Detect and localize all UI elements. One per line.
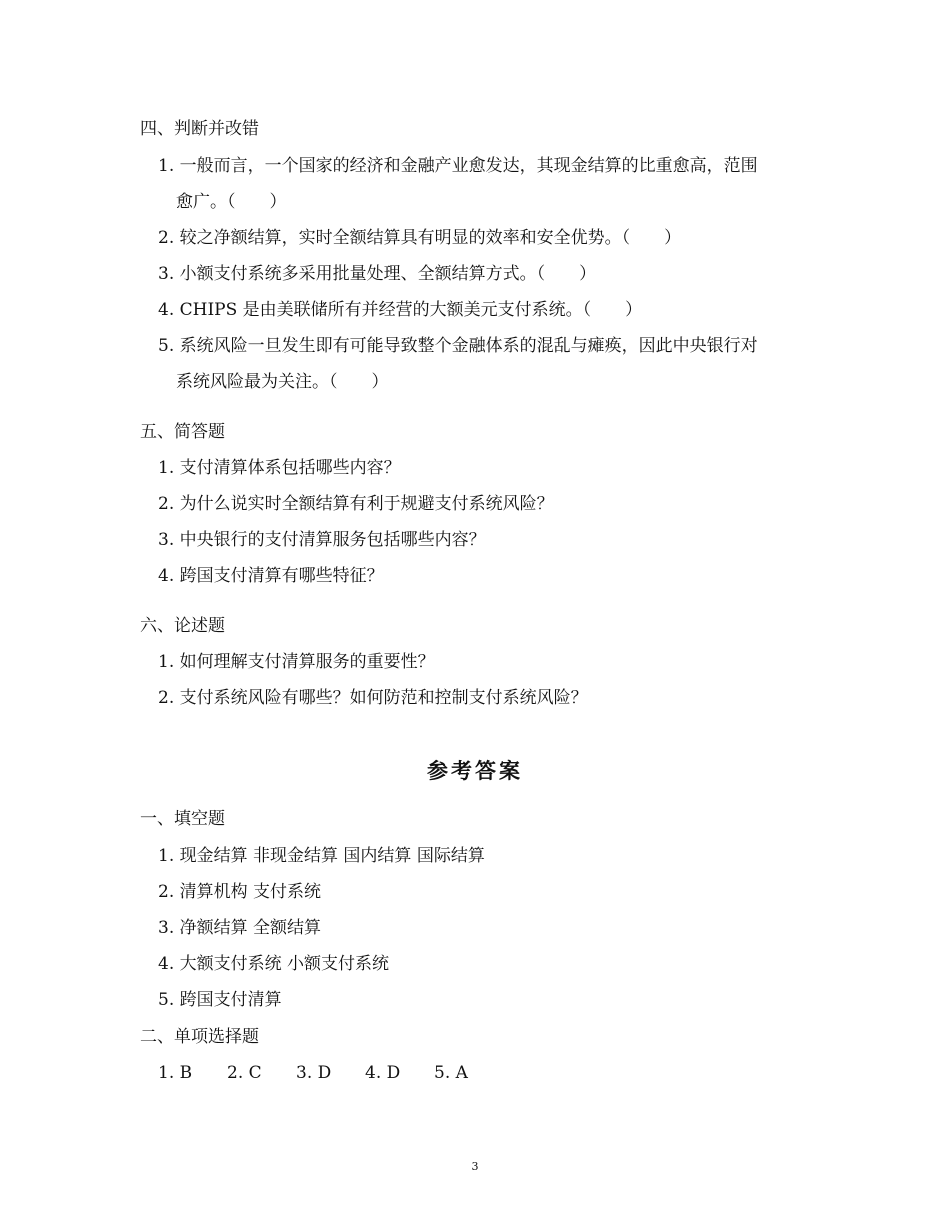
- section-6-heading: 六、论述题: [140, 616, 225, 636]
- judgement-item-2: 2. 较之净额结算，实时全额结算具有明显的效率和安全优势。（ ）: [158, 228, 682, 248]
- fill-blank-answer-5: 5. 跨国支付清算: [158, 990, 282, 1010]
- short-answer-item-3: 3. 中央银行的支付清算服务包括哪些内容？: [158, 530, 486, 550]
- choice-answer-1: 1. B: [158, 1063, 193, 1083]
- answers-part-2-heading: 二、单项选择题: [140, 1027, 259, 1047]
- section-5-heading: 五、简答题: [140, 422, 225, 442]
- choice-answer-2: 2. C: [227, 1063, 262, 1083]
- judgement-item-1-continued: 愈广。（ ）: [176, 192, 287, 212]
- fill-blank-answer-4: 4. 大额支付系统 小额支付系统: [158, 954, 390, 974]
- answers-title: 参考答案: [427, 758, 523, 783]
- choice-answer-5: 5. A: [434, 1063, 468, 1083]
- fill-blank-answer-1: 1. 现金结算 非现金结算 国内结算 国际结算: [158, 846, 485, 866]
- fill-blank-answer-2: 2. 清算机构 支付系统: [158, 882, 322, 902]
- short-answer-item-2: 2. 为什么说实时全额结算有利于规避支付系统风险？: [158, 494, 554, 514]
- essay-item-1: 1. 如何理解支付清算服务的重要性？: [158, 652, 435, 672]
- choice-answer-4: 4. D: [365, 1063, 401, 1083]
- choice-answer-3: 3. D: [296, 1063, 332, 1083]
- short-answer-item-1: 1. 支付清算体系包括哪些内容？: [158, 458, 401, 478]
- short-answer-item-4: 4. 跨国支付清算有哪些特征？: [158, 566, 384, 586]
- judgement-item-3: 3. 小额支付系统多采用批量处理、全额结算方式。（ ）: [158, 264, 597, 284]
- fill-blank-answer-3: 3. 净额结算 全额结算: [158, 918, 322, 938]
- judgement-item-1: 1. 一般而言，一个国家的经济和金融产业愈发达，其现金结算的比重愈高，范围: [158, 156, 758, 176]
- judgement-item-5: 5. 系统风险一旦发生即有可能导致整个金融体系的混乱与瘫痪，因此中央银行对: [158, 336, 758, 356]
- judgement-item-5-continued: 系统风险最为关注。（ ）: [176, 372, 389, 392]
- choice-answers-row: [158, 1062, 503, 1084]
- judgement-item-4: 4. CHIPS 是由美联储所有并经营的大额美元支付系统。（ ）: [158, 300, 643, 320]
- essay-item-2: 2. 支付系统风险有哪些？如何防范和控制支付系统风险？: [158, 688, 588, 708]
- answers-part-1-heading: 一、填空题: [140, 809, 225, 829]
- page-number: 3: [471, 1160, 479, 1173]
- section-4-heading: 四、判断并改错: [140, 119, 259, 139]
